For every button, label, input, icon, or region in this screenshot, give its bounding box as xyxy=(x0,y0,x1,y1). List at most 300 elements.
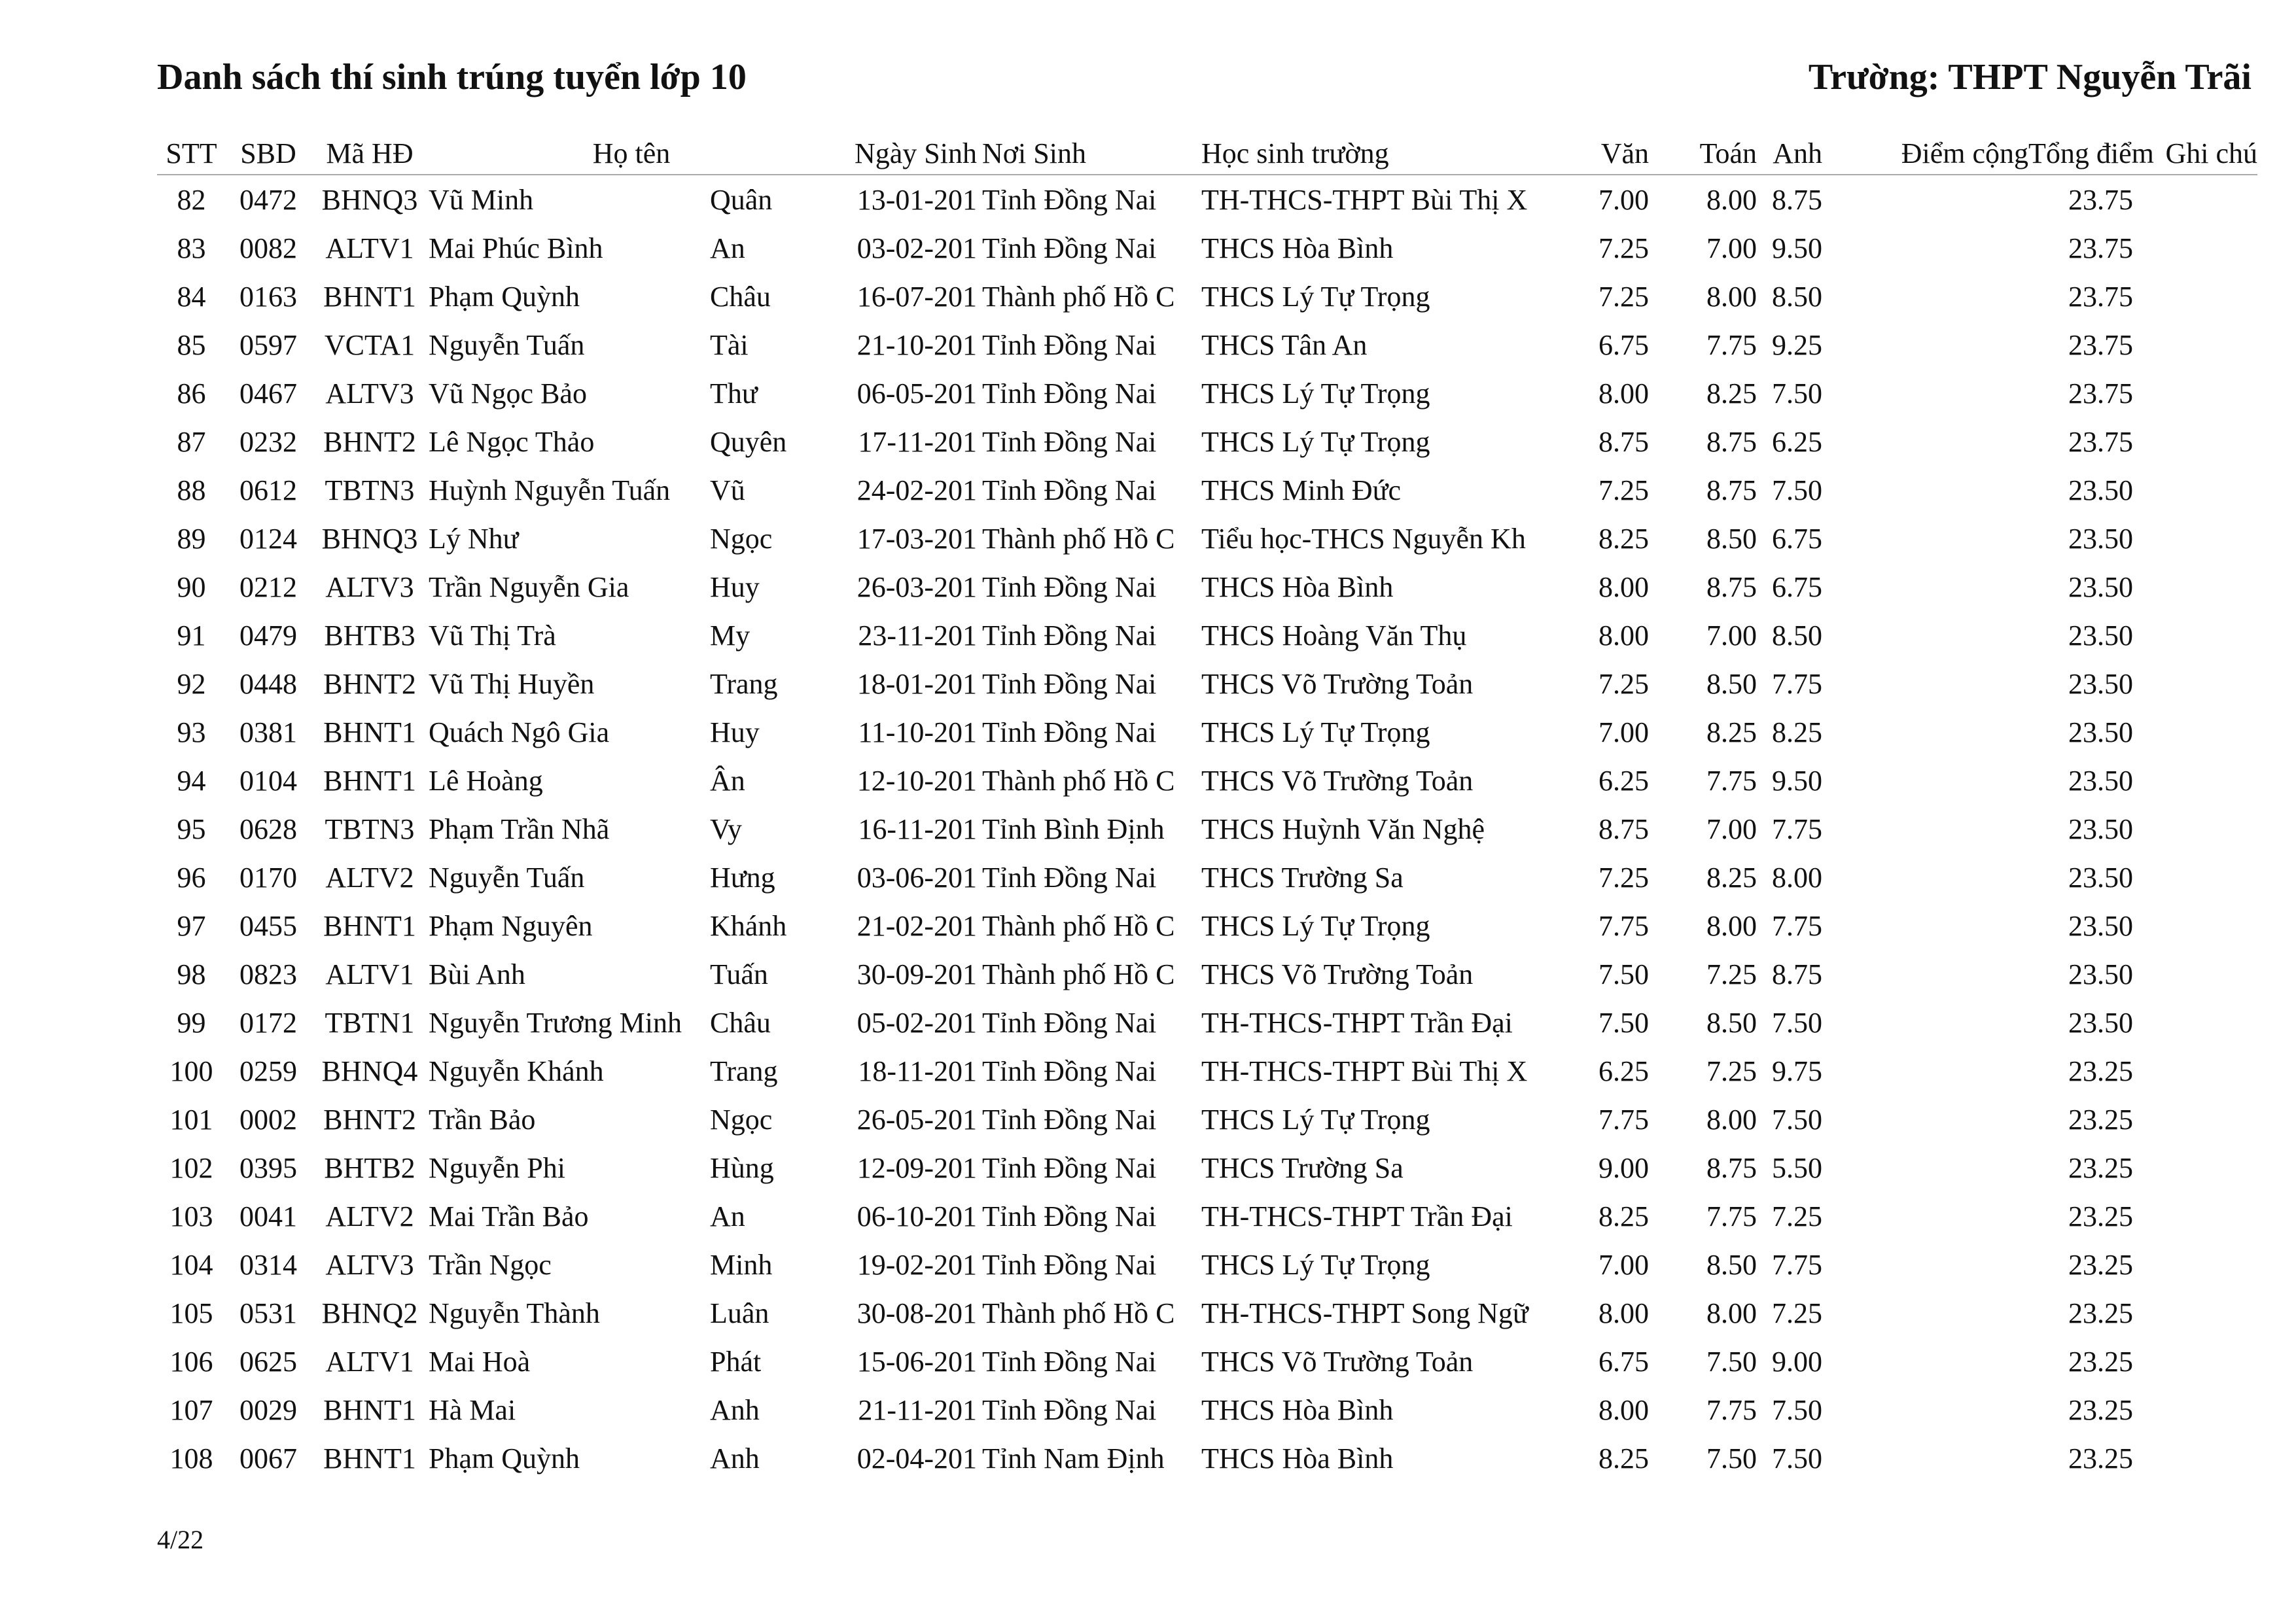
cell-van: 7.25 xyxy=(1598,861,1649,894)
cell-ten: Anh xyxy=(710,1442,760,1475)
cell-sbd: 0381 xyxy=(239,716,297,748)
cell-ho: Phạm Quỳnh xyxy=(429,1442,580,1475)
cell-ngay-sinh: 12-09-201 xyxy=(857,1151,977,1184)
cell-noi-sinh: Tỉnh Bình Định xyxy=(982,812,1165,845)
cell-tong-diem: 23.75 xyxy=(2068,183,2133,216)
cell-noi-sinh: Tỉnh Đồng Nai xyxy=(982,861,1157,894)
cell-ten: Vy xyxy=(710,812,742,845)
cell-ngay-sinh: 19-02-201 xyxy=(857,1248,977,1281)
cell-stt: 90 xyxy=(177,570,206,603)
header-noi-sinh: Nơi Sinh xyxy=(977,120,1196,175)
cell-tong-diem: 23.50 xyxy=(2068,1006,2133,1039)
header-ma-hd: Mã HĐ xyxy=(311,120,429,175)
cell-tong-diem: 23.50 xyxy=(2068,522,2133,555)
cell-ma-hd: BHNT1 xyxy=(323,1442,416,1475)
cell-tong-diem: 23.50 xyxy=(2068,570,2133,603)
cell-ten: Trang xyxy=(710,667,778,700)
cell-ma-hd: ALTV1 xyxy=(325,1345,414,1378)
cell-toan: 8.75 xyxy=(1706,425,1757,458)
cell-hoc-sinh-truong: THCS Lý Tự Trọng xyxy=(1201,425,1430,458)
cell-ngay-sinh: 06-05-201 xyxy=(857,377,977,410)
cell-ho: Vũ Thị Huyền xyxy=(429,667,595,700)
cell-ghi-chu xyxy=(2133,466,2257,514)
cell-sbd: 0104 xyxy=(239,764,297,797)
cell-ghi-chu xyxy=(2133,1095,2257,1143)
cell-stt: 91 xyxy=(177,619,206,652)
cell-sbd: 0029 xyxy=(239,1393,297,1426)
cell-diem-cong xyxy=(1822,369,2028,417)
cell-tong-diem: 23.25 xyxy=(2068,1248,2133,1281)
cell-sbd: 0082 xyxy=(239,232,297,264)
cell-van: 8.00 xyxy=(1598,619,1649,652)
cell-anh: 8.25 xyxy=(1772,716,1822,748)
admission-table xyxy=(157,120,2257,1482)
cell-diem-cong xyxy=(1822,901,2028,950)
cell-diem-cong xyxy=(1822,417,2028,466)
cell-toan: 8.50 xyxy=(1706,667,1757,700)
cell-anh: 7.50 xyxy=(1772,474,1822,506)
cell-ho: Mai Trần Bảo xyxy=(429,1200,589,1232)
cell-hoc-sinh-truong: THCS Hòa Bình xyxy=(1201,232,1394,264)
cell-stt: 97 xyxy=(177,909,206,942)
cell-ghi-chu xyxy=(2133,708,2257,756)
cell-ngay-sinh: 21-10-201 xyxy=(857,328,977,361)
header-van: Văn xyxy=(1574,120,1649,175)
cell-ten: Ngọc xyxy=(710,522,773,555)
cell-hoc-sinh-truong: THCS Huỳnh Văn Nghệ xyxy=(1201,812,1485,845)
cell-ngay-sinh: 16-11-201 xyxy=(858,812,977,845)
cell-sbd: 0232 xyxy=(239,425,297,458)
cell-ghi-chu xyxy=(2133,1289,2257,1337)
cell-ten: Châu xyxy=(710,280,771,313)
cell-sbd: 0823 xyxy=(239,958,297,990)
cell-ngay-sinh: 11-10-201 xyxy=(858,716,977,748)
cell-stt: 108 xyxy=(169,1442,213,1475)
cell-tong-diem: 23.75 xyxy=(2068,280,2133,313)
cell-tong-diem: 23.25 xyxy=(2068,1297,2133,1329)
cell-hoc-sinh-truong: TH-THCS-THPT Bùi Thị X xyxy=(1201,183,1528,216)
cell-toan: 8.00 xyxy=(1706,183,1757,216)
cell-ho: Lý Như xyxy=(429,522,519,555)
cell-tong-diem: 23.50 xyxy=(2068,764,2133,797)
cell-noi-sinh: Tỉnh Đồng Nai xyxy=(982,1151,1157,1184)
cell-anh: 7.50 xyxy=(1772,1103,1822,1136)
cell-ma-hd: ALTV3 xyxy=(325,377,414,410)
cell-noi-sinh: Tỉnh Đồng Nai xyxy=(982,183,1157,216)
cell-diem-cong xyxy=(1822,708,2028,756)
table-row xyxy=(157,224,2257,272)
cell-ten: Hùng xyxy=(710,1151,774,1184)
cell-ho: Lê Ngọc Thảo xyxy=(429,425,595,458)
cell-toan: 7.75 xyxy=(1706,328,1757,361)
cell-ngay-sinh: 24-02-201 xyxy=(857,474,977,506)
cell-ho: Vũ Minh xyxy=(429,183,534,216)
cell-van: 7.25 xyxy=(1598,667,1649,700)
cell-ghi-chu xyxy=(2133,514,2257,563)
cell-ghi-chu xyxy=(2133,1337,2257,1386)
cell-toan: 8.50 xyxy=(1706,1006,1757,1039)
cell-diem-cong xyxy=(1822,998,2028,1047)
cell-ten: An xyxy=(710,1200,745,1232)
cell-diem-cong xyxy=(1822,514,2028,563)
cell-noi-sinh: Tỉnh Đồng Nai xyxy=(982,328,1157,361)
cell-ten: Minh xyxy=(710,1248,773,1281)
cell-stt: 98 xyxy=(177,958,206,990)
cell-hoc-sinh-truong: THCS Trường Sa xyxy=(1201,861,1404,894)
cell-sbd: 0212 xyxy=(239,570,297,603)
cell-toan: 7.25 xyxy=(1706,958,1757,990)
table-row xyxy=(157,659,2257,708)
cell-tong-diem: 23.50 xyxy=(2068,667,2133,700)
cell-diem-cong xyxy=(1822,1143,2028,1192)
cell-noi-sinh: Tỉnh Đồng Nai xyxy=(982,1055,1157,1087)
cell-diem-cong xyxy=(1822,224,2028,272)
cell-ghi-chu xyxy=(2133,950,2257,998)
cell-sbd: 0163 xyxy=(239,280,297,313)
header-ngay-sinh: Ngày Sinh xyxy=(834,120,977,175)
cell-hoc-sinh-truong: TH-THCS-THPT Trần Đại xyxy=(1201,1006,1513,1039)
cell-van: 8.00 xyxy=(1598,570,1649,603)
cell-ma-hd: BHNQ3 xyxy=(321,183,418,216)
cell-stt: 87 xyxy=(177,425,206,458)
cell-ghi-chu xyxy=(2133,369,2257,417)
cell-anh: 7.75 xyxy=(1772,667,1822,700)
cell-sbd: 0472 xyxy=(239,183,297,216)
cell-toan: 7.25 xyxy=(1706,1055,1757,1087)
cell-ten: Trang xyxy=(710,1055,778,1087)
cell-tong-diem: 23.25 xyxy=(2068,1103,2133,1136)
cell-toan: 7.50 xyxy=(1706,1345,1757,1378)
table-row xyxy=(157,514,2257,563)
cell-van: 8.00 xyxy=(1598,1393,1649,1426)
cell-ngay-sinh: 02-04-201 xyxy=(857,1442,977,1475)
cell-toan: 8.00 xyxy=(1706,280,1757,313)
cell-sbd: 0467 xyxy=(239,377,297,410)
cell-ma-hd: TBTN3 xyxy=(325,474,415,506)
table-row xyxy=(157,321,2257,369)
cell-diem-cong xyxy=(1822,1047,2028,1095)
cell-hoc-sinh-truong: THCS Minh Đức xyxy=(1201,474,1401,506)
cell-tong-diem: 23.25 xyxy=(2068,1393,2133,1426)
cell-anh: 7.50 xyxy=(1772,377,1822,410)
cell-ho: Nguyễn Thành xyxy=(429,1297,600,1329)
cell-noi-sinh: Tỉnh Đồng Nai xyxy=(982,1345,1157,1378)
table-row xyxy=(157,998,2257,1047)
cell-ghi-chu xyxy=(2133,756,2257,805)
cell-sbd: 0628 xyxy=(239,812,297,845)
table-row xyxy=(157,1143,2257,1192)
cell-ten: Luân xyxy=(710,1297,769,1329)
cell-ngay-sinh: 26-05-201 xyxy=(857,1103,977,1136)
cell-toan: 7.00 xyxy=(1706,619,1757,652)
cell-anh: 8.75 xyxy=(1772,958,1822,990)
table-row xyxy=(157,417,2257,466)
cell-ghi-chu xyxy=(2133,805,2257,853)
cell-sbd: 0259 xyxy=(239,1055,297,1087)
cell-sbd: 0170 xyxy=(239,861,297,894)
cell-tong-diem: 23.50 xyxy=(2068,619,2133,652)
cell-ghi-chu xyxy=(2133,321,2257,369)
cell-noi-sinh: Thành phố Hồ C xyxy=(982,280,1175,313)
cell-ma-hd: ALTV3 xyxy=(325,1248,414,1281)
cell-hoc-sinh-truong: THCS Võ Trường Toản xyxy=(1201,1345,1474,1378)
cell-ma-hd: BHNQ4 xyxy=(321,1055,418,1087)
cell-sbd: 0172 xyxy=(239,1006,297,1039)
cell-van: 7.00 xyxy=(1598,1248,1649,1281)
header-stt: STT xyxy=(157,120,226,175)
cell-toan: 8.00 xyxy=(1706,1103,1757,1136)
cell-ho: Nguyễn Tuấn xyxy=(429,861,585,894)
cell-diem-cong xyxy=(1822,950,2028,998)
cell-toan: 8.00 xyxy=(1706,909,1757,942)
cell-tong-diem: 23.50 xyxy=(2068,474,2133,506)
cell-anh: 6.75 xyxy=(1772,522,1822,555)
cell-stt: 88 xyxy=(177,474,206,506)
cell-ngay-sinh: 30-08-201 xyxy=(857,1297,977,1329)
cell-noi-sinh: Tỉnh Đồng Nai xyxy=(982,716,1157,748)
cell-ten: Huy xyxy=(710,570,760,603)
cell-diem-cong xyxy=(1822,853,2028,901)
table-row xyxy=(157,1047,2257,1095)
cell-noi-sinh: Tỉnh Đồng Nai xyxy=(982,619,1157,652)
cell-hoc-sinh-truong: Tiểu học-THCS Nguyễn Kh xyxy=(1201,522,1526,555)
cell-ten: Thư xyxy=(710,377,758,410)
cell-hoc-sinh-truong: THCS Lý Tự Trọng xyxy=(1201,280,1430,313)
cell-van: 7.25 xyxy=(1598,232,1649,264)
cell-ngay-sinh: 17-03-201 xyxy=(857,522,977,555)
cell-noi-sinh: Tỉnh Nam Định xyxy=(982,1442,1165,1475)
cell-toan: 7.75 xyxy=(1706,764,1757,797)
cell-van: 7.50 xyxy=(1598,1006,1649,1039)
cell-ho: Mai Phúc Bình xyxy=(429,232,603,264)
cell-ghi-chu xyxy=(2133,1047,2257,1095)
cell-ghi-chu xyxy=(2133,1240,2257,1289)
cell-ho: Phạm Trần Nhã xyxy=(429,812,610,845)
cell-sbd: 0612 xyxy=(239,474,297,506)
table-row xyxy=(157,1434,2257,1482)
cell-van: 8.00 xyxy=(1598,377,1649,410)
table-row xyxy=(157,563,2257,611)
cell-ma-hd: BHNT2 xyxy=(323,425,416,458)
cell-anh: 7.50 xyxy=(1772,1393,1822,1426)
header-hoc-sinh-truong: Học sinh trường xyxy=(1196,120,1574,175)
cell-toan: 8.25 xyxy=(1706,861,1757,894)
cell-ho: Huỳnh Nguyễn Tuấn xyxy=(429,474,671,506)
cell-ten: Quyên xyxy=(710,425,787,458)
cell-hoc-sinh-truong: TH-THCS-THPT Song Ngữ xyxy=(1201,1297,1528,1329)
cell-anh: 7.25 xyxy=(1772,1200,1822,1232)
cell-ma-hd: TBTN1 xyxy=(325,1006,415,1039)
cell-noi-sinh: Tỉnh Đồng Nai xyxy=(982,425,1157,458)
cell-toan: 8.25 xyxy=(1706,377,1757,410)
cell-ho: Trần Ngọc xyxy=(429,1248,552,1281)
cell-ma-hd: BHNT1 xyxy=(323,764,416,797)
cell-hoc-sinh-truong: TH-THCS-THPT Bùi Thị X xyxy=(1201,1055,1528,1087)
cell-sbd: 0455 xyxy=(239,909,297,942)
cell-toan: 7.00 xyxy=(1706,232,1757,264)
table-row xyxy=(157,272,2257,321)
cell-van: 8.25 xyxy=(1598,522,1649,555)
cell-diem-cong xyxy=(1822,1289,2028,1337)
cell-diem-cong xyxy=(1822,466,2028,514)
cell-ngay-sinh: 26-03-201 xyxy=(857,570,977,603)
cell-tong-diem: 23.75 xyxy=(2068,377,2133,410)
cell-sbd: 0067 xyxy=(239,1442,297,1475)
cell-ngay-sinh: 18-01-201 xyxy=(857,667,977,700)
cell-ngay-sinh: 06-10-201 xyxy=(857,1200,977,1232)
cell-ma-hd: VCTA1 xyxy=(324,328,415,361)
cell-ten: Ngọc xyxy=(710,1103,773,1136)
cell-diem-cong xyxy=(1822,805,2028,853)
cell-hoc-sinh-truong: TH-THCS-THPT Trần Đại xyxy=(1201,1200,1513,1232)
cell-tong-diem: 23.50 xyxy=(2068,861,2133,894)
cell-ho: Nguyễn Khánh xyxy=(429,1055,604,1087)
table-row xyxy=(157,950,2257,998)
cell-toan: 7.00 xyxy=(1706,812,1757,845)
table-row xyxy=(157,853,2257,901)
cell-van: 9.00 xyxy=(1598,1151,1649,1184)
cell-toan: 7.75 xyxy=(1706,1200,1757,1232)
header-ho-ten: Họ tên xyxy=(429,120,834,175)
cell-sbd: 0002 xyxy=(239,1103,297,1136)
cell-hoc-sinh-truong: THCS Lý Tự Trọng xyxy=(1201,909,1430,942)
cell-ho: Bùi Anh xyxy=(429,958,525,990)
cell-ngay-sinh: 03-02-201 xyxy=(857,232,977,264)
cell-toan: 8.75 xyxy=(1706,474,1757,506)
cell-noi-sinh: Tỉnh Đồng Nai xyxy=(982,1200,1157,1232)
cell-diem-cong xyxy=(1822,321,2028,369)
cell-ghi-chu xyxy=(2133,1143,2257,1192)
cell-ma-hd: BHNT1 xyxy=(323,716,416,748)
cell-diem-cong xyxy=(1822,1434,2028,1482)
cell-ngay-sinh: 13-01-201 xyxy=(857,183,977,216)
cell-ma-hd: BHNT1 xyxy=(323,280,416,313)
cell-ho: Nguyễn Tuấn xyxy=(429,328,585,361)
cell-ghi-chu xyxy=(2133,1192,2257,1240)
cell-sbd: 0395 xyxy=(239,1151,297,1184)
cell-noi-sinh: Thành phố Hồ C xyxy=(982,958,1175,990)
cell-ma-hd: ALTV1 xyxy=(325,232,414,264)
cell-hoc-sinh-truong: THCS Trường Sa xyxy=(1201,1151,1404,1184)
cell-hoc-sinh-truong: THCS Võ Trường Toản xyxy=(1201,958,1474,990)
cell-van: 7.00 xyxy=(1598,716,1649,748)
cell-hoc-sinh-truong: THCS Hòa Bình xyxy=(1201,1393,1394,1426)
cell-diem-cong xyxy=(1822,1337,2028,1386)
table-row xyxy=(157,1386,2257,1434)
cell-ma-hd: BHTB3 xyxy=(324,619,415,652)
cell-diem-cong xyxy=(1822,563,2028,611)
cell-stt: 93 xyxy=(177,716,206,748)
cell-ma-hd: ALTV2 xyxy=(325,1200,414,1232)
cell-ngay-sinh: 05-02-201 xyxy=(857,1006,977,1039)
cell-sbd: 0124 xyxy=(239,522,297,555)
cell-ten: Huy xyxy=(710,716,760,748)
cell-noi-sinh: Tỉnh Đồng Nai xyxy=(982,232,1157,264)
cell-anh: 8.50 xyxy=(1772,619,1822,652)
cell-toan: 7.50 xyxy=(1706,1442,1757,1475)
cell-van: 8.25 xyxy=(1598,1442,1649,1475)
header-diem-cong: Điểm cộng xyxy=(1822,120,2028,175)
cell-anh: 8.00 xyxy=(1772,861,1822,894)
cell-tong-diem: 23.25 xyxy=(2068,1345,2133,1378)
cell-stt: 107 xyxy=(169,1393,213,1426)
cell-ghi-chu xyxy=(2133,417,2257,466)
table-row xyxy=(157,1289,2257,1337)
cell-ho: Nguyễn Trương Minh xyxy=(429,1006,682,1039)
table-row xyxy=(157,1337,2257,1386)
cell-stt: 84 xyxy=(177,280,206,313)
cell-ngay-sinh: 30-09-201 xyxy=(857,958,977,990)
cell-ma-hd: BHTB2 xyxy=(324,1151,415,1184)
cell-stt: 103 xyxy=(169,1200,213,1232)
cell-toan: 8.75 xyxy=(1706,1151,1757,1184)
cell-van: 6.75 xyxy=(1598,1345,1649,1378)
cell-anh: 9.50 xyxy=(1772,764,1822,797)
cell-tong-diem: 23.75 xyxy=(2068,425,2133,458)
cell-noi-sinh: Tỉnh Đồng Nai xyxy=(982,474,1157,506)
cell-van: 6.25 xyxy=(1598,764,1649,797)
cell-ghi-chu xyxy=(2133,853,2257,901)
cell-ma-hd: BHNT1 xyxy=(323,909,416,942)
cell-diem-cong xyxy=(1822,175,2028,224)
cell-hoc-sinh-truong: THCS Lý Tự Trọng xyxy=(1201,1103,1430,1136)
header-tong-diem: Tổng điểm xyxy=(2028,120,2133,175)
cell-diem-cong xyxy=(1822,611,2028,659)
cell-sbd: 0448 xyxy=(239,667,297,700)
cell-toan: 8.00 xyxy=(1706,1297,1757,1329)
cell-van: 7.50 xyxy=(1598,958,1649,990)
cell-noi-sinh: Thành phố Hồ C xyxy=(982,909,1175,942)
cell-noi-sinh: Tỉnh Đồng Nai xyxy=(982,1248,1157,1281)
cell-anh: 7.75 xyxy=(1772,1248,1822,1281)
table-row xyxy=(157,1240,2257,1289)
cell-diem-cong xyxy=(1822,1240,2028,1289)
cell-ghi-chu xyxy=(2133,563,2257,611)
cell-noi-sinh: Tỉnh Đồng Nai xyxy=(982,1006,1157,1039)
cell-diem-cong xyxy=(1822,1192,2028,1240)
cell-ten: Vũ xyxy=(710,474,745,506)
cell-ngay-sinh: 16-07-201 xyxy=(857,280,977,313)
cell-noi-sinh: Tỉnh Đồng Nai xyxy=(982,1393,1157,1426)
cell-toan: 8.75 xyxy=(1706,570,1757,603)
cell-ngay-sinh: 03-06-201 xyxy=(857,861,977,894)
cell-hoc-sinh-truong: THCS Hoàng Văn Thụ xyxy=(1201,619,1467,652)
cell-anh: 7.50 xyxy=(1772,1006,1822,1039)
cell-van: 6.25 xyxy=(1598,1055,1649,1087)
cell-ngay-sinh: 21-02-201 xyxy=(857,909,977,942)
header-sbd: SBD xyxy=(226,120,311,175)
cell-ten: My xyxy=(710,619,751,652)
cell-noi-sinh: Tỉnh Đồng Nai xyxy=(982,570,1157,603)
cell-stt: 104 xyxy=(169,1248,213,1281)
cell-ho: Nguyễn Phi xyxy=(429,1151,565,1184)
cell-stt: 100 xyxy=(169,1055,213,1087)
cell-anh: 9.75 xyxy=(1772,1055,1822,1087)
cell-stt: 83 xyxy=(177,232,206,264)
cell-anh: 7.75 xyxy=(1772,812,1822,845)
cell-sbd: 0314 xyxy=(239,1248,297,1281)
cell-ten: An xyxy=(710,232,745,264)
cell-tong-diem: 23.75 xyxy=(2068,328,2133,361)
cell-van: 7.25 xyxy=(1598,474,1649,506)
cell-ngay-sinh: 12-10-201 xyxy=(857,764,977,797)
cell-van: 8.00 xyxy=(1598,1297,1649,1329)
cell-ten: Anh xyxy=(710,1393,760,1426)
cell-hoc-sinh-truong: THCS Võ Trường Toản xyxy=(1201,667,1474,700)
cell-ngay-sinh: 15-06-201 xyxy=(857,1345,977,1378)
cell-ghi-chu xyxy=(2133,1386,2257,1434)
cell-ghi-chu xyxy=(2133,659,2257,708)
